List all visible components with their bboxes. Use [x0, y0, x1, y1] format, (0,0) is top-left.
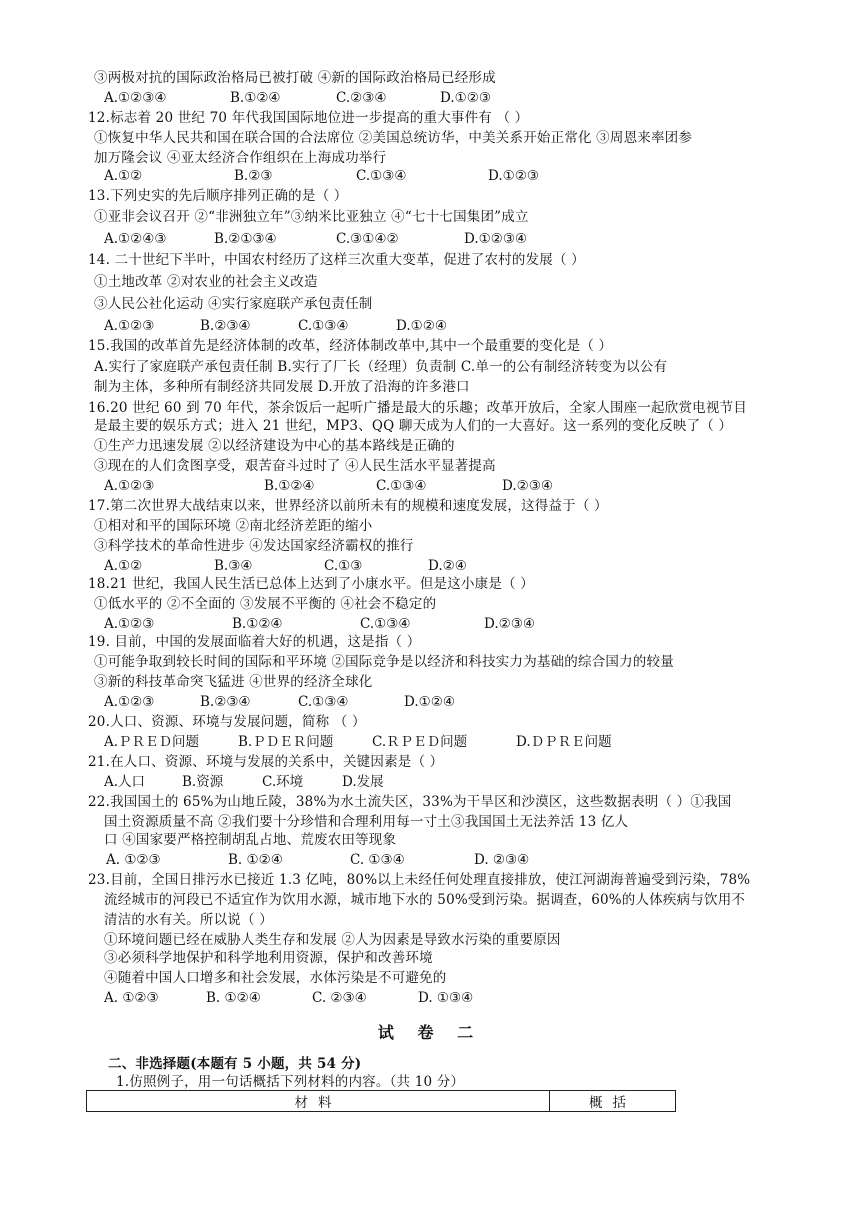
q19-option-c: C.①③④: [298, 694, 349, 710]
q12-option-c: C.①③④: [356, 168, 407, 184]
q20-option-a: A.ＰＲＥＤ问题: [104, 734, 200, 750]
q22-line2: 国土资源质量不高 ②我们要十分珍惜和合理利用每一寸土③我国国土无法养活 13 亿人: [104, 814, 629, 830]
q22-option-a: A. ①②③: [106, 852, 161, 868]
q22-option-d: D. ②③④: [474, 852, 530, 868]
q-prev-option-b: B.①②④: [230, 90, 281, 106]
table-header-summary: 概括: [550, 1091, 676, 1112]
q20-stem: 20.人口、资源、环境与发展问题，简称 （ ）: [88, 714, 366, 730]
q12-option-d: D.①②③: [488, 168, 539, 184]
q16-option-a: A.①②③: [104, 478, 155, 494]
q14-option-b: B.②③④: [200, 318, 251, 334]
q14-option-a: A.①②③: [104, 318, 155, 334]
q21-option-d: D.发展: [342, 774, 384, 790]
q13-option-b: B.②①③④: [214, 231, 277, 247]
q19-option-d: D.①②④: [404, 694, 455, 710]
q12-option-b: B.②③: [234, 168, 273, 184]
q13-line2: ①亚非会议召开 ②“非洲独立年”③纳米比亚独立 ④“七十七国集团”成立: [94, 209, 529, 225]
q23-option-a: A. ①②③: [104, 990, 159, 1006]
q18-stem: 18.21 世纪，我国人民生活已总体上达到了小康水平。但是这小康是（ ）: [88, 576, 534, 592]
q16-option-b: B.①②④: [264, 478, 315, 494]
q23-line2: 流经城市的河段已不适宜作为饮用水源，城市地下水的 50%受到污染。据调查，60%的人体疾病与饮用不: [104, 892, 746, 908]
q13-option-a: A.①②④③: [104, 231, 167, 247]
q23-option-d: D. ①③④: [418, 990, 474, 1006]
q17-line2: ①相对和平的国际环境 ②南北经济差距的缩小: [94, 518, 373, 534]
q16-stem: 16.20 世纪 60 到 70 年代，茶余饭后一起听广播是最大的乐趣；改革开放后，全家人围座一起欣赏电视节目: [88, 400, 747, 416]
q12-line3: 加万隆会议 ④亚太经济合作组织在上海成功举行: [94, 150, 387, 166]
q21-option-a: A.人口: [104, 774, 146, 790]
q16-line4: ③现在的人们贪图享受，艰苦奋斗过时了 ④人民生活水平显著提高: [94, 458, 496, 474]
q12-stem: 12.标志着 20 世纪 70 年代我国国际地位进一步提高的重大事件有 （ ）: [88, 110, 529, 126]
q17-stem: 17.第二次世界大战结束以来，世界经济以前所未有的规模和速度发展，这得益于（ ）: [88, 498, 608, 514]
q21-option-c: C.环境: [262, 774, 304, 790]
q12-option-a: A.①②: [104, 168, 143, 184]
q17-option-a: A.①②: [104, 558, 143, 574]
q17-option-b: B.③④: [214, 558, 253, 574]
q22-option-b: B. ①②④: [228, 852, 283, 868]
section2-q1: 1.仿照例子，用一句话概括下列材料的内容。（共 10 分）: [116, 1074, 465, 1090]
q13-option-c: C.③①④②: [336, 231, 399, 247]
section2-title: 试 卷 二: [377, 1023, 483, 1042]
q17-option-c: C.①③: [324, 558, 363, 574]
q-prev-option-d: D.①②③: [440, 90, 491, 106]
q21-option-b: B.资源: [182, 774, 224, 790]
q16-line2: 是最主要的娱乐方式；进入 21 世纪，MP3、QQ 聊天成为人们的一大喜好。这一系列的变化反映了（ ）: [94, 418, 733, 434]
q23-line3: 清洁的水有关。所以说（ ）: [104, 912, 273, 928]
q20-option-c: C.ＲＰＥＤ问题: [372, 734, 468, 750]
q-prev-line: ③两极对抗的国际政治格局已被打破 ④新的国际政治格局已经形成: [94, 70, 496, 86]
table-header-material: 材料: [87, 1091, 550, 1112]
q18-option-a: A.①②③: [104, 616, 155, 632]
q-prev-option-c: C.②③④: [336, 90, 387, 106]
q20-option-d: D.ＤＰＲＥ问题: [516, 734, 612, 750]
q17-line3: ③科学技术的革命性进步 ④发达国家经济霸权的推行: [94, 538, 414, 554]
q23-option-b: B. ①②④: [206, 990, 261, 1006]
q22-option-c: C. ①③④: [350, 852, 405, 868]
q23-option-c: C. ②③④: [312, 990, 367, 1006]
q19-option-b: B.②③④: [200, 694, 251, 710]
q23-stem: 23.目前，全国日排污水已接近 1.3 亿吨，80%以上未经任何处理直接排放，使江河湖海普遍受到污染，78%: [88, 872, 751, 888]
q-prev-option-a: A.①②③④: [104, 90, 167, 106]
q12-line2: ①恢复中华人民共和国在联合国的合法席位 ②美国总统访华，中美关系开始正常化 ③周恩来率团参: [94, 130, 693, 146]
q22-stem: 22.我国国土的 65%为山地丘陵，38%为水土流失区，33%为干旱区和沙漠区，这些数据表明（ ）①我国: [88, 794, 732, 810]
q19-line3: ③新的科技革命突飞猛进 ④世界的经济全球化: [94, 674, 373, 690]
q18-option-b: B.①②④: [232, 616, 283, 632]
q15-line2: A.实行了家庭联产承包责任制 B.实行了厂长（经理）负责制 C.单一的公有制经济转变为以公有: [94, 359, 668, 375]
q16-line3: ①生产力迅速发展 ②以经济建设为中心的基本路线是正确的: [94, 438, 455, 454]
q23-line4: ①环境问题已经在威胁人类生存和发展 ②人为因素是导致水污染的重要原因: [104, 932, 561, 948]
q18-option-c: C.①③④: [360, 616, 411, 632]
q13-option-d: D.①②③④: [464, 231, 528, 247]
q23-line6: ④随着中国人口增多和社会发展，水体污染是不可避免的: [104, 970, 447, 986]
section2-heading: 二、非选择题(本题有 5 小题，共 54 分): [108, 1056, 362, 1072]
q16-option-d: D.②③④: [502, 478, 553, 494]
material-table: [86, 1090, 676, 1112]
q23-line5: ③必须科学地保护和科学地利用资源，保护和改善环境: [104, 950, 433, 966]
q14-line3: ③人民公社化运动 ④实行家庭联产承包责任制: [94, 296, 373, 312]
q14-stem: 14. 二十世纪下半叶，中国农村经历了这样三次重大变革，促进了农村的发展（ ）: [88, 252, 585, 268]
table-header-row: [87, 1091, 676, 1112]
q19-stem: 19. 目前，中国的发展面临着大好的机遇，这是指（ ）: [88, 634, 421, 650]
q19-line2: ①可能争取到较长时间的国际和平环境 ②国际竞争是以经济和科技实力为基础的综合国力的较量: [94, 654, 674, 670]
q14-option-d: D.①②④: [396, 318, 447, 334]
q13-stem: 13.下列史实的先后顺序排列正确的是（ ）: [88, 188, 348, 204]
q22-line3: 口 ④国家要严格控制胡乱占地、荒废农田等现象: [104, 832, 397, 848]
q15-stem: 15.我国的改革首先是经济体制的改革，经济体制改革中,其中一个最重要的变化是（ ）: [88, 338, 613, 354]
q14-option-c: C.①③④: [298, 318, 349, 334]
q21-stem: 21.在人口、资源、环境与发展的关系中，关键因素是（ ）: [88, 754, 444, 770]
q19-option-a: A.①②③: [104, 694, 155, 710]
q16-option-c: C.①③④: [376, 478, 427, 494]
q14-line2: ①土地改革 ②对农业的社会主义改造: [94, 274, 318, 290]
q20-option-b: B.ＰＤＥＲ问题: [238, 734, 334, 750]
q18-line2: ①低水平的 ②不全面的 ③发展不平衡的 ④社会不稳定的: [94, 596, 437, 612]
q15-line3: 制为主体，多种所有制经济共同发展 D.开放了沿海的许多港口: [94, 379, 470, 395]
q17-option-d: D.②④: [428, 558, 467, 574]
q18-option-d: D.②③④: [484, 616, 535, 632]
